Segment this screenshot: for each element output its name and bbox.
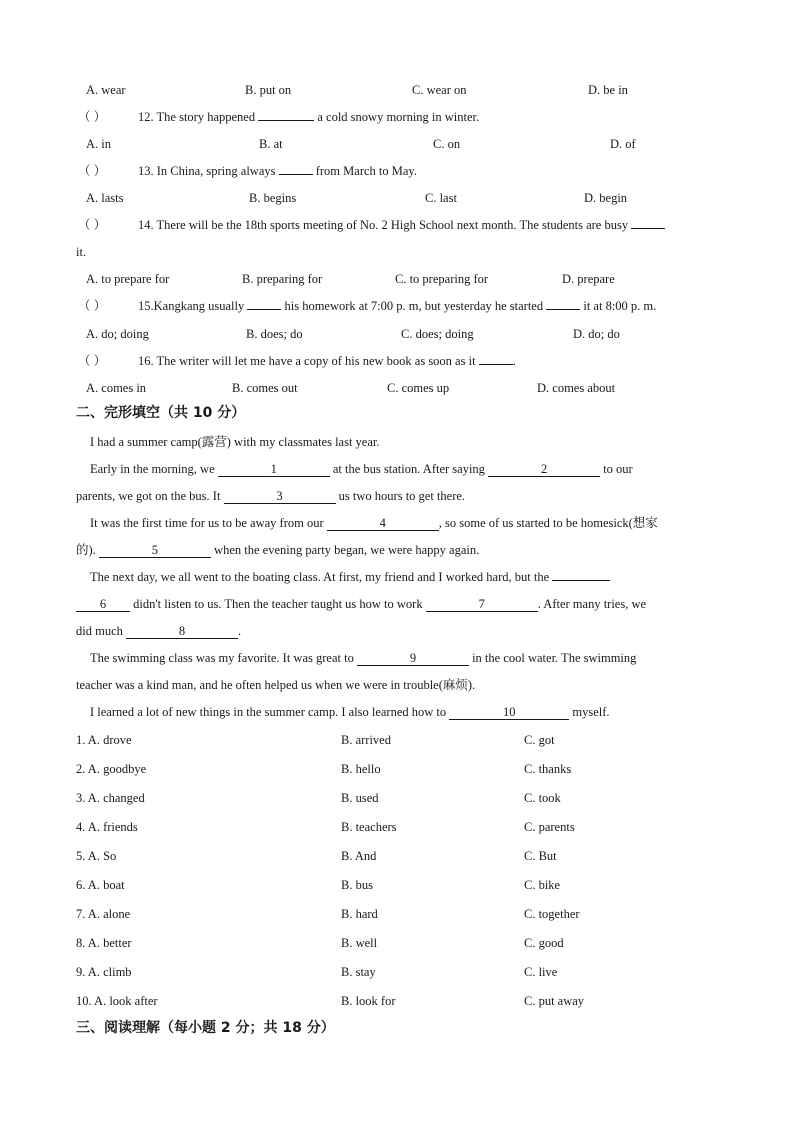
cloze-blank-6: 6 <box>76 597 130 612</box>
q14-option-c: C. to preparing for <box>395 272 489 286</box>
answer-blank <box>279 174 313 175</box>
answer-blank <box>479 364 513 365</box>
cloze-option: 8. A. better <box>76 936 132 950</box>
cloze-option: B. hard <box>341 907 378 921</box>
cloze-option: 1. A. drove <box>76 733 132 747</box>
question-13: （ ） 13. In China, spring always from March to May. <box>78 164 417 178</box>
q15-option-d: D. do; do <box>573 327 620 341</box>
q12-option-c: C. on <box>433 137 461 151</box>
passage-line: did much 8 . <box>76 624 242 638</box>
q13-option-d: D. begin <box>584 191 628 205</box>
cloze-option: 4. A. friends <box>76 820 138 834</box>
q16-option-b: B. comes out <box>232 381 298 395</box>
cloze-option: 6. A. boat <box>76 878 125 892</box>
cloze-blank-1: 1 <box>218 462 330 477</box>
cloze-option: 2. A. goodbye <box>76 762 147 776</box>
cloze-blank-10: 10 <box>449 705 569 720</box>
cloze-blank-3: 3 <box>224 489 336 504</box>
cloze-option: B. used <box>341 791 379 805</box>
q13-option-a: A. lasts <box>86 191 124 205</box>
question-12: （ ） 12. The story happened a cold snowy morning in winter. <box>78 110 480 124</box>
cloze-blank-5: 5 <box>99 543 211 558</box>
q14-option-d: D. prepare <box>562 272 615 286</box>
cloze-option: B. look for <box>341 994 396 1008</box>
passage-line: The next day, we all went to the boating class. At first, my friend and I worked hard, but the <box>90 569 610 585</box>
q11-option-b: B. put on <box>245 83 292 97</box>
q15-option-a: A. do; doing <box>86 327 149 341</box>
cloze-option: 5. A. So <box>76 849 117 863</box>
q16-option-c: C. comes up <box>387 381 450 395</box>
cloze-option: C. But <box>524 849 557 863</box>
q11-option-a: A. wear <box>86 83 126 97</box>
cloze-option: 9. A. climb <box>76 965 132 979</box>
passage-line: I learned a lot of new things in the summer camp. I also learned how to 10 myself. <box>90 705 610 719</box>
answer-paren: （ ） <box>78 110 107 124</box>
question-14: （ ） 14. There will be the 18th sports meeting of No. 2 High School next month. The students are busy <box>78 217 665 233</box>
passage-line: The swimming class was my favorite. It was great to 9 in the cool water. The swimming <box>90 651 637 665</box>
q16-option-d: D. comes about <box>537 381 616 395</box>
question-16: （ ） 16. The writer will let me have a copy of his new book as soon as it . <box>78 354 516 368</box>
cloze-option: 10. A. look after <box>76 994 158 1008</box>
passage-line: I had a summer camp(露营) with my classmates last year. <box>90 435 380 449</box>
passage-line: It was the first time for us to be away from our 4 , so some of us started to be homesick(想家 <box>90 516 658 530</box>
cloze-option: C. thanks <box>524 762 572 776</box>
question-14-continued: it. <box>76 245 87 259</box>
cloze-option: C. together <box>524 907 580 921</box>
section-2-heading: 二、完形填空（共 10 分） <box>76 405 246 421</box>
cloze-option: B. teachers <box>341 820 397 834</box>
passage-line: Early in the morning, we 1 at the bus station. After saying 2 to our <box>90 462 633 476</box>
cloze-option: B. hello <box>341 762 381 776</box>
cloze-blank-4: 4 <box>327 516 439 531</box>
passage-line: 6 didn't listen to us. Then the teacher taught us how to work 7 . After many tries, we <box>76 596 646 612</box>
q16-option-a: A. comes in <box>86 381 147 395</box>
answer-paren: （ ） <box>78 164 107 178</box>
answer-paren: （ ） <box>78 218 107 232</box>
q12-option-d: D. of <box>610 137 636 151</box>
cloze-blank-6-start <box>552 580 610 581</box>
q12-option-b: B. at <box>259 137 283 151</box>
cloze-option: C. put away <box>524 994 585 1008</box>
q15-option-c: C. does; doing <box>401 327 474 341</box>
answer-blank <box>631 228 665 229</box>
passage-line: 的). 5 when the evening party began, we were happy again. <box>76 543 480 557</box>
cloze-option: C. parents <box>524 820 575 834</box>
cloze-blank-7: 7 <box>426 597 538 612</box>
cloze-option: C. good <box>524 936 564 950</box>
question-15: （ ） 15.Kangkang usually his homework at 7:00 p. m, but yesterday he started it at 8:00 p. m. <box>78 299 657 313</box>
q11-option-c: C. wear on <box>412 83 467 97</box>
cloze-option: B. And <box>341 849 377 863</box>
q12-option-a: A. in <box>86 137 111 151</box>
cloze-option: 7. A. alone <box>76 907 131 921</box>
q14-option-a: A. to prepare for <box>86 272 170 286</box>
cloze-option: C. got <box>524 733 555 747</box>
cloze-blank-2: 2 <box>488 462 600 477</box>
cloze-option: B. bus <box>341 878 373 892</box>
q15-option-b: B. does; do <box>246 327 303 341</box>
cloze-option: C. bike <box>524 878 561 892</box>
cloze-option: C. live <box>524 965 558 979</box>
q13-option-b: B. begins <box>249 191 297 205</box>
section-3-heading: 三、阅读理解（每小题 2 分；共 18 分） <box>76 1020 335 1036</box>
cloze-option: C. took <box>524 791 561 805</box>
cloze-option: B. well <box>341 936 378 950</box>
cloze-option: B. stay <box>341 965 376 979</box>
cloze-option: 3. A. changed <box>76 791 145 805</box>
passage-line: parents, we got on the bus. It 3 us two hours to get there. <box>76 489 466 503</box>
q14-option-b: B. preparing for <box>242 272 323 286</box>
cloze-blank-8: 8 <box>126 624 238 639</box>
answer-blank <box>247 309 281 310</box>
cloze-option: B. arrived <box>341 733 391 747</box>
answer-paren: （ ） <box>78 299 107 313</box>
answer-blank <box>258 120 314 121</box>
q13-option-c: C. last <box>425 191 457 205</box>
passage-line: teacher was a kind man, and he often helped us when we were in trouble(麻烦). <box>76 678 476 692</box>
cloze-blank-9: 9 <box>357 651 469 666</box>
answer-blank <box>546 309 580 310</box>
q11-option-d: D. be in <box>588 83 628 97</box>
answer-paren: （ ） <box>78 354 107 368</box>
